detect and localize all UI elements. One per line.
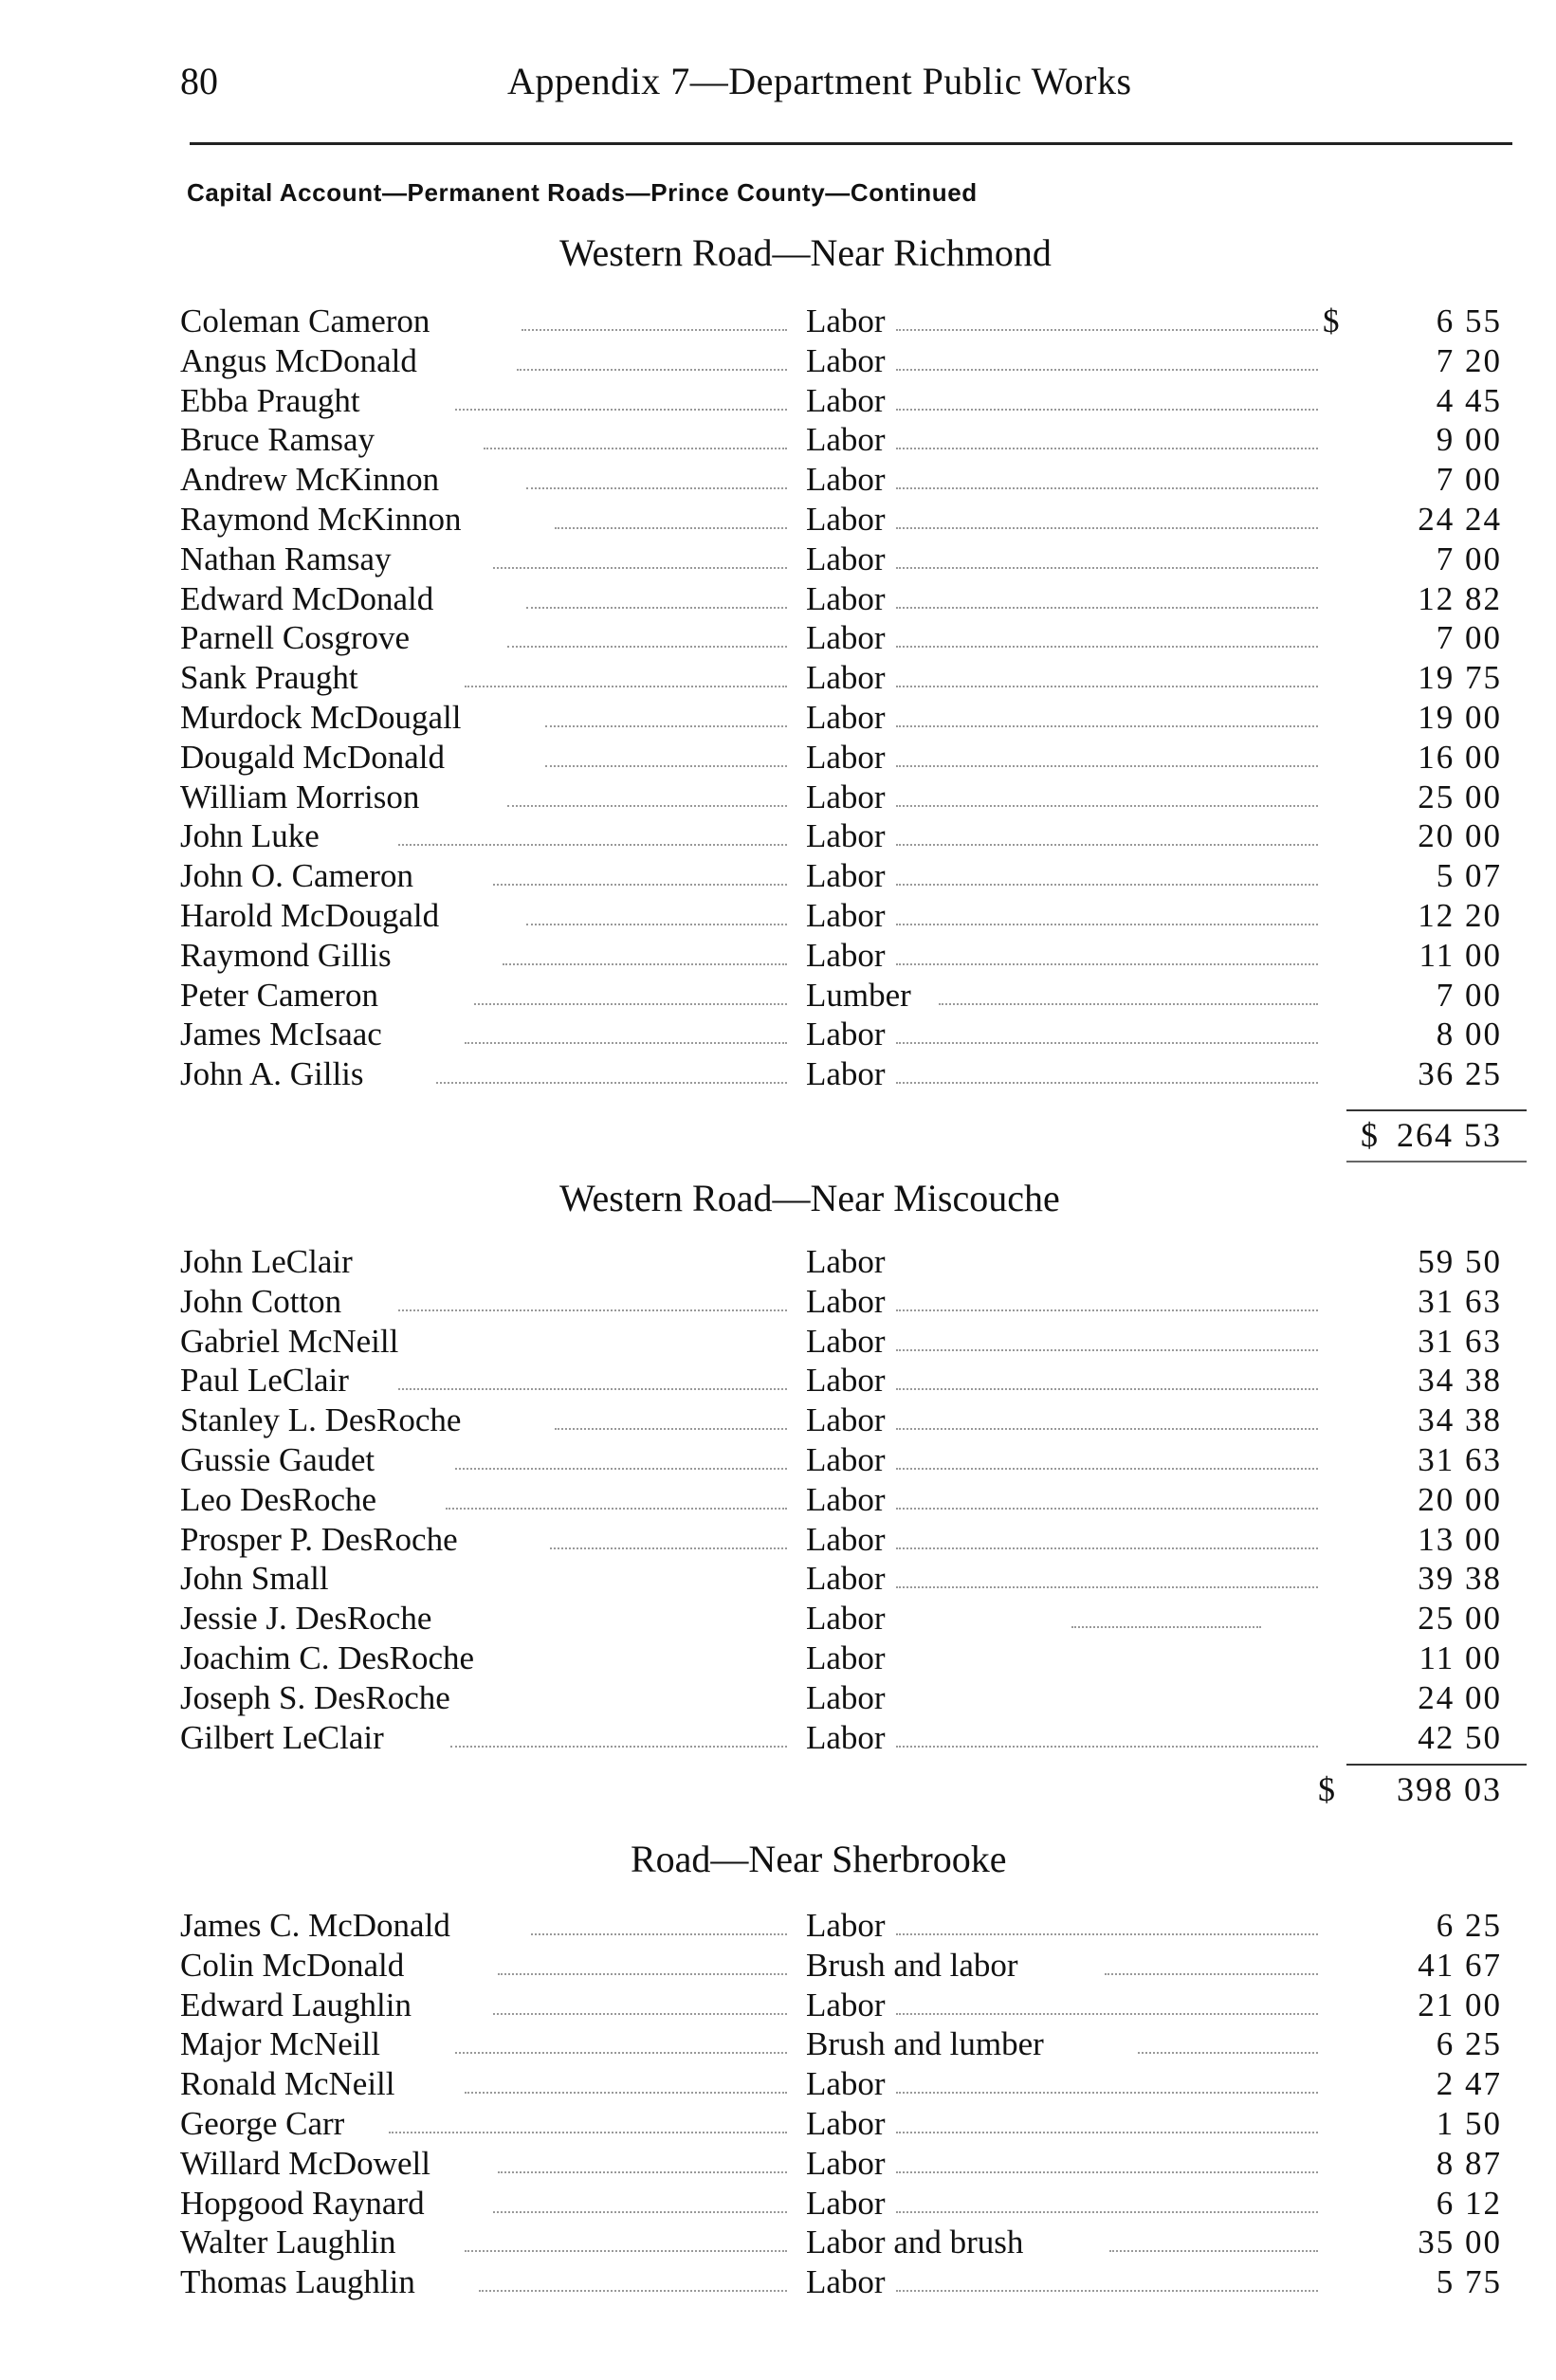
dot-leader (493, 567, 787, 569)
payment-amount: 11 00 (1419, 936, 1502, 974)
dot-leader (493, 2013, 787, 2015)
payment-amount: 25 00 (1418, 1600, 1502, 1638)
table-row (180, 1480, 1527, 1520)
dot-leader (896, 527, 1318, 529)
table-row (180, 2262, 1527, 2302)
dot-leader (484, 448, 787, 449)
dot-leader (455, 2052, 787, 2054)
dot-leader (455, 409, 787, 411)
total-rule (1346, 1764, 1527, 1766)
dot-leader (896, 369, 1318, 371)
dot-leader (896, 409, 1318, 411)
dot-leader (896, 607, 1318, 609)
payment-amount: 16 00 (1418, 738, 1502, 776)
dot-leader (896, 2171, 1318, 2173)
payee-name: Jessie J. DesRoche (180, 1600, 432, 1638)
dot-leader (545, 725, 787, 727)
dot-leader (450, 1746, 787, 1748)
table-row (180, 738, 1527, 778)
dot-leader (398, 1388, 787, 1390)
dot-leader (896, 1042, 1318, 1044)
payment-description: Labor (806, 778, 886, 815)
payee-name: Bruce Ramsay (180, 421, 375, 459)
payment-description: Brush and labor (806, 1946, 1018, 1984)
payment-description: Labor (806, 1907, 886, 1944)
running-title: Appendix 7—Department Public Works (507, 60, 1132, 102)
dot-leader (896, 884, 1318, 886)
table-row (180, 1282, 1527, 1322)
dot-leader (896, 1586, 1318, 1588)
payee-name: John A. Gillis (180, 1055, 364, 1093)
payee-name: Thomas Laughlin (180, 2263, 415, 2301)
payment-description: Labor (806, 1600, 886, 1638)
payment-description: Labor (806, 936, 886, 974)
dot-leader (896, 1349, 1318, 1351)
dot-leader (1138, 2052, 1318, 2054)
payee-name: James McIsaac (180, 1016, 382, 1053)
table-row (180, 500, 1527, 540)
payment-description: Labor (806, 1520, 886, 1558)
dot-leader (1109, 2250, 1318, 2252)
dot-leader (555, 527, 787, 529)
dollar-sign: $ (1318, 1770, 1335, 1808)
payee-name: Dougald McDonald (180, 738, 445, 776)
payment-amount: 41 67 (1418, 1946, 1502, 1984)
payment-amount: 5 07 (1436, 857, 1502, 895)
total-rule (1346, 1109, 1527, 1111)
payment-amount: 5 75 (1436, 2263, 1502, 2301)
payment-description: Labor (806, 1560, 886, 1598)
payee-name: John Luke (180, 817, 320, 855)
table-row (180, 1559, 1527, 1599)
dot-leader (479, 2290, 787, 2292)
dot-leader (507, 646, 787, 648)
table-row (180, 1986, 1527, 2025)
table-row (180, 341, 1527, 381)
payee-name: John O. Cameron (180, 857, 413, 895)
payment-description: Labor (806, 540, 886, 577)
payment-description: Lumber (806, 976, 911, 1014)
dot-leader (896, 765, 1318, 767)
dot-leader (896, 487, 1318, 489)
dot-leader (896, 567, 1318, 569)
payment-description: Labor (806, 738, 886, 776)
payment-amount: 59 50 (1418, 1243, 1502, 1280)
payee-name: Ronald McNeill (180, 2065, 395, 2103)
payment-description: Labor (806, 381, 886, 419)
payee-name: Sank Praught (180, 659, 358, 697)
table-row (180, 778, 1527, 817)
payment-description: Labor (806, 302, 886, 339)
payee-name: Harold McDougald (180, 896, 440, 934)
payment-description: Labor (806, 1480, 886, 1518)
payment-description: Labor (806, 698, 886, 736)
table-row (180, 1054, 1527, 1094)
dot-leader (896, 1082, 1318, 1084)
total-rule (1346, 1161, 1527, 1163)
dot-leader (398, 844, 787, 846)
dot-leader (896, 2013, 1318, 2015)
dot-leader (896, 646, 1318, 648)
table-row (180, 896, 1527, 936)
dot-leader (896, 963, 1318, 965)
payment-description: Labor (806, 659, 886, 697)
payment-description: Labor (806, 1440, 886, 1478)
dot-leader (465, 686, 787, 687)
table-row (180, 816, 1527, 856)
dot-leader (507, 805, 787, 807)
dot-leader (503, 963, 787, 965)
dot-leader (531, 1933, 787, 1935)
payment-description: Labor (806, 579, 886, 617)
payment-amount: 31 63 (1418, 1322, 1502, 1360)
payment-description: Labor and brush (806, 2224, 1024, 2261)
payee-name: Major McNeill (180, 2025, 380, 2063)
payment-amount: 11 00 (1419, 1639, 1502, 1676)
payment-amount: 6 12 (1436, 2184, 1502, 2222)
section-richmond-rows (180, 302, 1527, 1094)
payee-name: Edward Laughlin (180, 1986, 412, 2023)
table-row (180, 381, 1527, 421)
dot-leader (498, 2171, 787, 2173)
payee-name: Joachim C. DesRoche (180, 1639, 475, 1676)
table-row (180, 1678, 1527, 1718)
payment-amount: 4 45 (1436, 381, 1502, 419)
section-title-richmond: Western Road—Near Richmond (559, 231, 1052, 274)
dot-leader (896, 805, 1318, 807)
table-row (180, 420, 1527, 460)
payment-description: Labor (806, 1639, 886, 1676)
section-total (1318, 1764, 1527, 1811)
payment-amount: 19 75 (1418, 659, 1502, 697)
payment-amount: 31 63 (1418, 1440, 1502, 1478)
dot-leader (896, 844, 1318, 846)
payee-name: William Morrison (180, 778, 420, 815)
payee-name: Joseph S. DesRoche (180, 1678, 450, 1716)
dot-leader (1105, 1973, 1318, 1975)
payment-amount: 7 00 (1436, 976, 1502, 1014)
table-row (180, 540, 1527, 579)
payment-description: Labor (806, 421, 886, 459)
payment-description: Labor (806, 1322, 886, 1360)
payee-name: Parnell Cosgrove (180, 619, 411, 657)
dot-leader (522, 329, 787, 331)
payment-amount: 1 50 (1436, 2104, 1502, 2142)
payment-amount: 25 00 (1418, 778, 1502, 815)
table-row (180, 1906, 1527, 1946)
table-row (180, 658, 1527, 698)
total-amount: 264 53 (1397, 1116, 1502, 1154)
payment-amount: 6 55 (1436, 302, 1502, 339)
payee-name: Colin McDonald (180, 1946, 405, 1984)
table-row (180, 2144, 1527, 2184)
payment-amount: 34 38 (1418, 1362, 1502, 1400)
dot-leader (896, 1746, 1318, 1748)
payee-name: Peter Cameron (180, 976, 378, 1014)
dot-leader (526, 607, 787, 609)
table-row (180, 1242, 1527, 1282)
dot-leader (896, 1428, 1318, 1430)
dot-leader (389, 2132, 787, 2133)
payment-description: Labor (806, 896, 886, 934)
payee-name: Nathan Ramsay (180, 540, 392, 577)
dot-leader (896, 1547, 1318, 1549)
payee-name: Raymond Gillis (180, 936, 392, 974)
payment-description: Labor (806, 1718, 886, 1756)
payment-description: Labor (806, 2065, 886, 2103)
payment-amount: 6 25 (1436, 2025, 1502, 2063)
table-row (180, 460, 1527, 500)
payment-description: Labor (806, 1055, 886, 1093)
payment-description: Labor (806, 341, 886, 379)
section-miscouche-rows (180, 1242, 1527, 1757)
dot-leader (896, 924, 1318, 925)
payment-amount: 19 00 (1418, 698, 1502, 736)
dot-leader (896, 1468, 1318, 1470)
dot-leader (1071, 1626, 1261, 1628)
payee-name: Stanley L. DesRoche (180, 1401, 462, 1439)
dot-leader (896, 686, 1318, 687)
payee-name: James C. McDonald (180, 1907, 450, 1944)
dot-leader (896, 1508, 1318, 1510)
payment-description: Labor (806, 461, 886, 499)
section-total (1318, 1109, 1527, 1157)
page-number: 80 (180, 60, 218, 102)
table-row (180, 1946, 1527, 1986)
payment-description: Labor (806, 857, 886, 895)
payment-amount: 24 00 (1418, 1678, 1502, 1716)
table-row (180, 1718, 1527, 1758)
payment-amount: 7 00 (1436, 619, 1502, 657)
payment-amount: 31 63 (1418, 1282, 1502, 1320)
dot-leader (526, 924, 787, 925)
payee-name: Leo DesRoche (180, 1480, 377, 1518)
payee-name: Edward McDonald (180, 579, 434, 617)
payment-amount: 36 25 (1418, 1055, 1502, 1093)
payment-amount: 9 00 (1436, 421, 1502, 459)
payment-description: Labor (806, 1243, 886, 1280)
payment-description: Labor (806, 2104, 886, 2142)
payee-name: Angus McDonald (180, 341, 417, 379)
payment-amount: 12 20 (1418, 896, 1502, 934)
section-sherbrooke-rows (180, 1906, 1527, 2302)
dot-leader (493, 884, 787, 886)
payee-name: Coleman Cameron (180, 302, 430, 339)
table-row (180, 936, 1527, 976)
dot-leader (939, 1003, 1318, 1005)
dot-leader (465, 1042, 787, 1044)
payment-amount: 12 82 (1418, 579, 1502, 617)
payment-description: Brush and lumber (806, 2025, 1044, 2063)
payee-name: Gabriel McNeill (180, 1322, 399, 1360)
section-title-sherbrooke: Road—Near Sherbrooke (631, 1838, 1007, 1880)
payee-name: Paul LeClair (180, 1362, 349, 1400)
dot-leader (545, 765, 787, 767)
payment-amount: 35 00 (1418, 2224, 1502, 2261)
dot-leader (465, 2092, 787, 2094)
payment-amount: 21 00 (1418, 1986, 1502, 2023)
table-row (180, 2184, 1527, 2224)
dot-leader (550, 1547, 787, 1549)
table-row (180, 302, 1527, 341)
dot-leader (436, 1082, 787, 1084)
payment-amount: 7 00 (1436, 540, 1502, 577)
dot-leader (896, 2211, 1318, 2213)
payment-amount: 2 47 (1436, 2065, 1502, 2103)
table-row (180, 1440, 1527, 1480)
dot-leader (474, 1003, 787, 1005)
payee-name: Hopgood Raynard (180, 2184, 425, 2222)
payment-description: Labor (806, 500, 886, 538)
dot-leader (465, 2250, 787, 2252)
dot-leader (896, 329, 1318, 331)
dot-leader (896, 1388, 1318, 1390)
payment-description: Labor (806, 2263, 886, 2301)
payee-name: John LeClair (180, 1243, 353, 1280)
table-row (180, 2024, 1527, 2064)
payment-amount: 20 00 (1418, 1480, 1502, 1518)
payment-amount: 42 50 (1418, 1718, 1502, 1756)
dot-leader (896, 448, 1318, 449)
payment-amount: 8 00 (1436, 1016, 1502, 1053)
payee-name: Raymond McKinnon (180, 500, 462, 538)
payment-description: Labor (806, 1282, 886, 1320)
table-row (180, 2223, 1527, 2262)
dot-leader (896, 1933, 1318, 1935)
table-row (180, 1639, 1527, 1678)
dot-leader (493, 2211, 787, 2213)
table-row (180, 1401, 1527, 1440)
payee-name: Andrew McKinnon (180, 461, 440, 499)
total-amount: 398 03 (1397, 1770, 1502, 1808)
payee-name: Gilbert LeClair (180, 1718, 384, 1756)
section-title-miscouche: Western Road—Near Miscouche (559, 1177, 1060, 1219)
dot-leader (896, 725, 1318, 727)
payee-name: Murdock McDougall (180, 698, 462, 736)
payment-amount: 39 38 (1418, 1560, 1502, 1598)
payment-amount: 7 00 (1436, 461, 1502, 499)
payee-name: Ebba Praught (180, 381, 360, 419)
header-rule (190, 142, 1512, 145)
dollar-sign: $ (1361, 1116, 1378, 1154)
payment-description: Labor (806, 1401, 886, 1439)
payee-name: Gussie Gaudet (180, 1440, 375, 1478)
payee-name: George Carr (180, 2104, 345, 2142)
page-subtitle: Capital Account—Permanent Roads—Prince County—Continued (187, 178, 978, 207)
table-row (180, 1361, 1527, 1401)
payment-amount: 7 20 (1436, 341, 1502, 379)
table-row (180, 1322, 1527, 1362)
table-row (180, 2064, 1527, 2104)
payee-name: Willard McDowell (180, 2144, 430, 2182)
payment-amount: 6 25 (1436, 1907, 1502, 1944)
dot-leader (517, 369, 787, 371)
page-header (180, 59, 1527, 116)
dot-leader (896, 2132, 1318, 2133)
payment-description: Labor (806, 1986, 886, 2023)
table-row (180, 579, 1527, 619)
table-row (180, 2104, 1527, 2144)
dot-leader (455, 1468, 787, 1470)
payee-name: Walter Laughlin (180, 2224, 396, 2261)
dot-leader (526, 487, 787, 489)
table-row (180, 1015, 1527, 1054)
payment-description: Labor (806, 1362, 886, 1400)
dot-leader (398, 1309, 787, 1311)
payment-description: Labor (806, 2144, 886, 2182)
table-row (180, 976, 1527, 1016)
dot-leader (896, 2290, 1318, 2292)
dollar-sign: $ (1323, 302, 1340, 339)
table-row (180, 698, 1527, 738)
dot-leader (896, 1309, 1318, 1311)
dot-leader (555, 1428, 787, 1430)
dot-leader (498, 1973, 787, 1975)
payee-name: Prosper P. DesRoche (180, 1520, 458, 1558)
payment-amount: 8 87 (1436, 2144, 1502, 2182)
dot-leader (446, 1508, 787, 1510)
table-row (180, 1520, 1527, 1560)
payment-description: Labor (806, 1016, 886, 1053)
payee-name: John Small (180, 1560, 329, 1598)
payment-description: Labor (806, 817, 886, 855)
payment-amount: 34 38 (1418, 1401, 1502, 1439)
table-row (180, 618, 1527, 658)
payee-name: John Cotton (180, 1282, 342, 1320)
payment-description: Labor (806, 2184, 886, 2222)
dot-leader (896, 2092, 1318, 2094)
table-row (180, 856, 1527, 896)
table-row (180, 1599, 1527, 1639)
payment-amount: 13 00 (1418, 1520, 1502, 1558)
payment-description: Labor (806, 1678, 886, 1716)
payment-amount: 20 00 (1418, 817, 1502, 855)
payment-description: Labor (806, 619, 886, 657)
payment-amount: 24 24 (1418, 500, 1502, 538)
